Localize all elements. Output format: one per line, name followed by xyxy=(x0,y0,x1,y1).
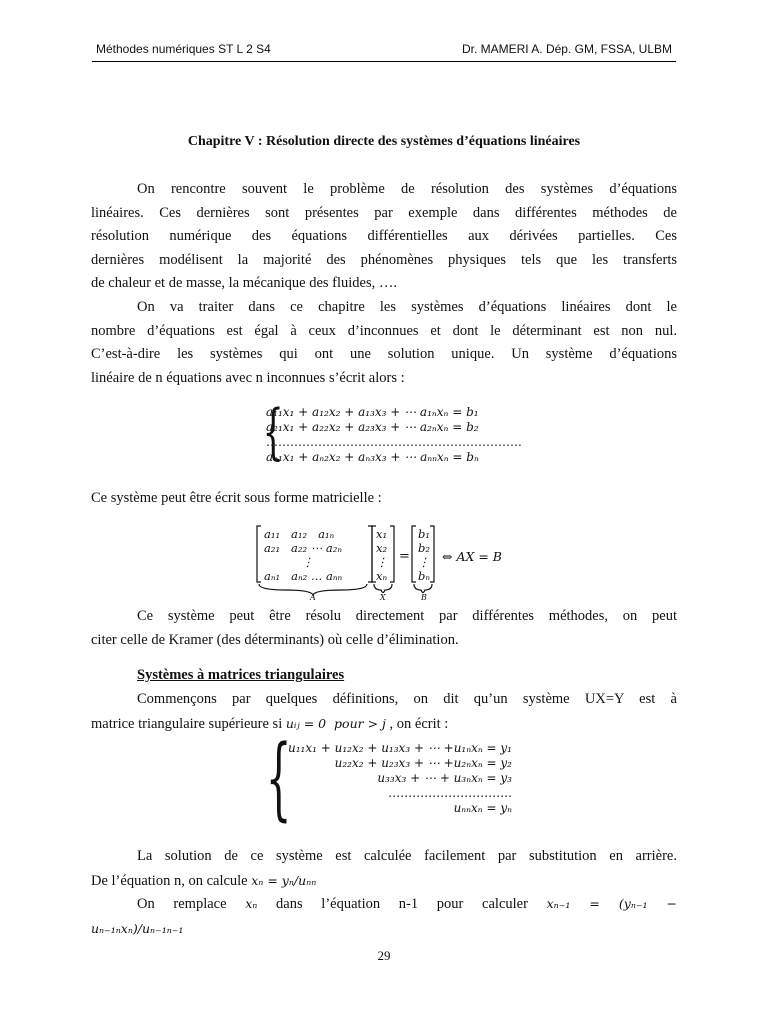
paragraph-systems xyxy=(91,296,677,390)
matrix-equivalence: ⇔ AX = B xyxy=(442,549,502,564)
text-line: Ce système peut être résolu directement par différentes méthodes, on peut xyxy=(137,608,677,624)
page-header xyxy=(92,40,676,60)
text-fragment: matrice triangulaire supérieure si xyxy=(91,715,283,732)
paragraph-methods xyxy=(91,605,677,652)
paragraph-intro xyxy=(91,178,677,296)
header-author: Dr. MAMERI A. Dép. GM, FSSA, ULBM xyxy=(461,42,672,56)
vector-b-row: ⋮ xyxy=(418,555,430,569)
header-course: Méthodes numériques ST L 2 S4 xyxy=(96,42,271,56)
equation-line: …………………………. xyxy=(388,786,512,800)
text-fragment: De l’équation n, on calcule xyxy=(91,872,248,889)
label-a: A xyxy=(310,593,316,602)
text-line xyxy=(91,712,677,737)
equation-line: u₂₂x₂ + u₂₃x₃ + ⋯ +u₂ₙxₙ = y₂ xyxy=(334,756,512,770)
paragraph-definitions xyxy=(91,688,677,736)
section-heading: Systèmes à matrices triangulaires xyxy=(137,667,345,683)
text-line: On va traiter dans ce chapitre les systèmes d’équations linéaires dont le xyxy=(137,299,677,315)
text-line: La solution de ce système est calculée facilement par substitution en arrière. xyxy=(137,848,677,864)
paragraph-solution xyxy=(91,845,677,893)
text-line: linéaire de n équations avec n inconnues s’écrit alors : xyxy=(91,369,405,386)
math-condition: uᵢⱼ = 0 pour > j xyxy=(285,715,386,731)
chapter-title: Chapitre V : Résolution directe des systèmes d’équations linéaires xyxy=(187,134,581,149)
equation-line: u₃₃x₃ + ⋯ + u₃ₙxₙ = y₃ xyxy=(377,771,512,785)
text-line xyxy=(91,869,677,894)
left-brace: { xyxy=(262,397,284,467)
text-line: On rencontre souvent le problème de résolution des systèmes d’équations xyxy=(137,181,677,197)
text-line xyxy=(91,892,677,917)
matrix-a-row: aₙ₁ aₙ₂ … aₙₙ xyxy=(264,569,343,583)
left-brace: { xyxy=(265,726,292,831)
equation-line: aₙ₁x₁ + aₙ₂x₂ + aₙ₃x₃ + ⋯ aₙₙxₙ = bₙ xyxy=(266,450,479,464)
matrix-a-row: a₂₁ a₂₂ ⋯ a₂ₙ xyxy=(264,541,343,555)
vector-x-row: xₙ xyxy=(376,569,388,583)
vector-b-row: bₙ xyxy=(418,569,431,583)
text-line: Commençons par quelques définitions, on dit qu’un système UX=Y est à xyxy=(137,691,677,707)
matrix-a-row: ⋮ xyxy=(302,555,314,569)
page-number: 29 xyxy=(377,948,391,963)
vector-b-row: b₁ xyxy=(418,527,430,541)
math-expression: uₙ₋₁ₙxₙ)/uₙ₋₁ₙ₋₁ xyxy=(91,920,184,936)
text-line: dernières modélisent la majorité des phénomènes physiques tels que les transferts xyxy=(91,251,677,268)
text-line: résolution numérique des équations différentielles aux dérivées partielles. Ces xyxy=(91,228,677,244)
vector-x-row: ⋮ xyxy=(376,555,388,569)
text-line: nombre d’équations est égal à ceux d’inconnues et dont le déterminant est non nul. xyxy=(91,322,677,339)
text-fragment: On remplace xyxy=(137,896,227,912)
matrix-a-row: a₁₁ a₁₂ a₁ₙ xyxy=(264,527,335,541)
text-fragment: , on écrit : xyxy=(389,715,449,732)
text-line: C’est-à-dire les systèmes qui ont une solution unique. Un système d’équations xyxy=(91,346,677,362)
math-expression: xₙ₋₁ = (yₙ₋₁ − xyxy=(546,896,678,911)
label-x: X xyxy=(380,593,386,602)
label-b: B xyxy=(421,593,427,602)
equation-line: a₂₁x₁ + a₂₂x₂ + a₂₃x₃ + ⋯ a₂ₙxₙ = b₂ xyxy=(266,420,479,434)
text-line: Ce système peut être écrit sous forme matricielle : xyxy=(91,490,382,506)
paragraph-matrix-form xyxy=(91,487,677,511)
text-line xyxy=(91,917,677,942)
equation-line: uₙₙxₙ = yₙ xyxy=(453,801,512,815)
equation-line: a₁₁x₁ + a₁₂x₂ + a₁₃x₃ + ⋯ a₁ₙxₙ = b₁ xyxy=(266,405,479,419)
text-fragment: dans l’équation n-1 pour calculer xyxy=(276,896,528,912)
header-rule xyxy=(92,61,676,62)
text-line: citer celle de Kramer (des déterminants) où celle d’élimination. xyxy=(91,631,459,648)
vector-b-row: b₂ xyxy=(418,541,430,555)
math-variable: xₙ xyxy=(245,896,258,911)
text-line: linéaires. Ces dernières sont présentes par exemple dans différentes méthodes de xyxy=(91,204,677,221)
equals-sign: = xyxy=(399,549,410,564)
equation-line: ………………………………………………………. xyxy=(266,435,522,449)
paragraph-substitution xyxy=(91,892,677,941)
vector-x-row: x₂ xyxy=(376,541,388,555)
equation-line: u₁₁x₁ + u₁₂x₂ + u₁₃x₃ + ⋯ +u₁ₙxₙ = y₁ xyxy=(287,741,512,755)
text-line: de chaleur et de masse, la mécanique des fluides, …. xyxy=(91,275,397,291)
vector-x-row: x₁ xyxy=(376,527,388,541)
math-expression: xₙ = yₙ/uₙₙ xyxy=(251,872,317,888)
